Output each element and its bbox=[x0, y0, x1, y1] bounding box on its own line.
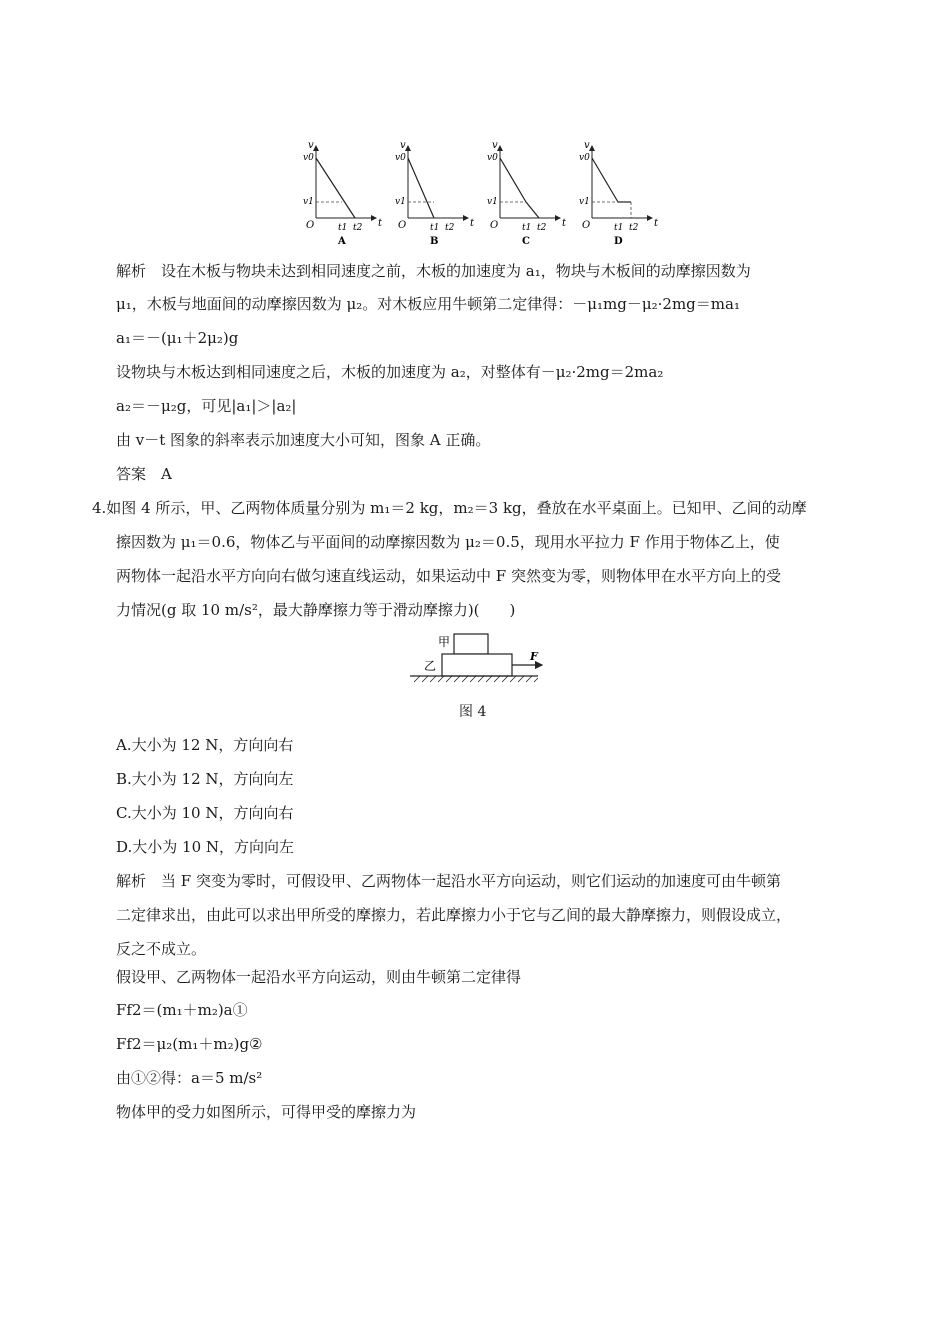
figure-4 bbox=[404, 630, 554, 692]
v1-label: v1 bbox=[487, 197, 498, 207]
origin-label: O bbox=[490, 220, 499, 231]
v1-label: v1 bbox=[303, 197, 314, 207]
ground-hatching bbox=[414, 676, 538, 682]
q4-stem-line4: 力情况(g 取 10 m/s²，最大静摩擦力等于滑动摩擦力)( ) bbox=[116, 601, 516, 619]
origin-label: O bbox=[398, 220, 407, 231]
graph-label-c: C bbox=[522, 236, 530, 247]
q4-stem-line3: 两物体一起沿水平方向向右做匀速直线运动，如果运动中 F 突然变为零，则物体甲在水平方向上的受 bbox=[116, 567, 781, 585]
q3-analysis-line6: 由 v－t 图象的斜率表示加速度大小可知，图象 A 正确。 bbox=[116, 431, 491, 449]
t1-label: t1 bbox=[522, 223, 532, 233]
q4-analysis-line2: 二定律求出，由此可以求出甲所受的摩擦力，若此摩擦力小于它与乙间的最大静摩擦力，则假设成立， bbox=[116, 906, 792, 924]
q4-analysis-line4: 假设甲、乙两物体一起沿水平方向运动，则由牛顿第二定律得 bbox=[116, 968, 522, 986]
q4-option-a: A.大小为 12 N，方向向右 bbox=[116, 736, 294, 754]
curve-seg1 bbox=[316, 158, 355, 218]
block-yi bbox=[442, 654, 512, 676]
q4-option-d: D.大小为 10 N，方向向左 bbox=[116, 838, 295, 856]
graph-label-b: B bbox=[430, 236, 439, 247]
graph-a bbox=[298, 140, 384, 250]
t-label: t bbox=[470, 218, 475, 229]
q3-analysis-line3: a₁＝－(μ₁＋2μ₂)g bbox=[116, 329, 239, 347]
label-jia: 甲 bbox=[438, 635, 451, 649]
graph-b bbox=[390, 140, 476, 250]
t1-label: t1 bbox=[338, 223, 348, 233]
q4-stem-line2: 擦因数为 μ₁＝0.6，物体乙与平面间的动摩擦因数为 μ₂＝0.5，现用水平拉力 F 作用于物体乙上，使 bbox=[116, 533, 780, 551]
q4-option-b: B.大小为 12 N，方向向左 bbox=[116, 770, 294, 788]
t1-label: t1 bbox=[614, 223, 624, 233]
origin-label: O bbox=[306, 220, 315, 231]
t1-label: t1 bbox=[430, 223, 440, 233]
curve-seg2 bbox=[526, 202, 539, 218]
t-label: t bbox=[562, 218, 567, 229]
v0-label: v0 bbox=[487, 153, 498, 163]
q4-stem-line1: 4.如图 4 所示，甲、乙两物体质量分别为 m₁＝2 kg，m₂＝3 kg，叠放在水平桌面上。已知甲、乙间的动摩 bbox=[92, 499, 807, 517]
block-jia bbox=[454, 634, 488, 654]
v1-label: v1 bbox=[579, 197, 590, 207]
v1-label: v1 bbox=[395, 197, 406, 207]
graph-c bbox=[482, 140, 568, 250]
label-yi: 乙 bbox=[424, 659, 437, 673]
t2-label: t2 bbox=[537, 223, 547, 233]
graph-label-d: D bbox=[614, 236, 623, 247]
q3-analysis-line5: a₂＝－μ₂g，可见|a₁|＞|a₂| bbox=[116, 397, 297, 415]
origin-label: O bbox=[582, 220, 591, 231]
t2-label: t2 bbox=[353, 223, 363, 233]
q4-equation-1: Ff2＝(m₁＋m₂)a① bbox=[116, 1001, 248, 1019]
t-label: t bbox=[654, 218, 659, 229]
q4-equation-3: 由①②得：a＝5 m/s² bbox=[116, 1069, 263, 1087]
q3-answer: 答案 A bbox=[116, 465, 172, 483]
graph-d bbox=[574, 140, 660, 250]
t2-label: t2 bbox=[445, 223, 455, 233]
q4-analysis-line5: 物体甲的受力如图所示，可得甲受的摩擦力为 bbox=[116, 1103, 417, 1121]
q4-analysis-line3: 反之不成立。 bbox=[116, 940, 207, 958]
v0-label: v0 bbox=[395, 153, 406, 163]
q3-analysis-line2: μ₁，木板与地面间的动摩擦因数为 μ₂。对木板应用牛顿第二定律得：－μ₁mg－μ₂·2mg＝ma₁ bbox=[116, 295, 740, 313]
label-force: F bbox=[530, 650, 538, 663]
v0-label: v0 bbox=[579, 153, 590, 163]
curve-seg1 bbox=[592, 158, 618, 202]
q4-equation-2: Ff2＝μ₂(m₁＋m₂)g② bbox=[116, 1035, 263, 1053]
q3-analysis-line1: 解析 设在木板与物块未达到相同速度之前，木板的加速度为 a₁，物块与木板间的动摩擦因数为 bbox=[116, 262, 751, 280]
q4-analysis-line1: 解析 当 F 突变为零时，可假设甲、乙两物体一起沿水平方向运动，则它们运动的加速度可由牛顿第 bbox=[116, 872, 781, 890]
figure-4-caption: 图 4 bbox=[459, 704, 487, 720]
v-label: v bbox=[584, 140, 590, 151]
v-label: v bbox=[400, 140, 406, 151]
t2-label: t2 bbox=[629, 223, 639, 233]
graph-label-a: A bbox=[338, 236, 346, 247]
curve-seg1 bbox=[408, 158, 434, 218]
v-label: v bbox=[308, 140, 314, 151]
v-label: v bbox=[492, 140, 498, 151]
t-label: t bbox=[378, 218, 383, 229]
curve-seg1 bbox=[500, 158, 526, 202]
v0-label: v0 bbox=[303, 153, 314, 163]
q4-option-c: C.大小为 10 N，方向向右 bbox=[116, 804, 294, 822]
q3-analysis-line4: 设物块与木板达到相同速度之后，木板的加速度为 a₂，对整体有－μ₂·2mg＝2ma₂ bbox=[116, 363, 664, 381]
vt-graphs-figure bbox=[298, 140, 658, 250]
